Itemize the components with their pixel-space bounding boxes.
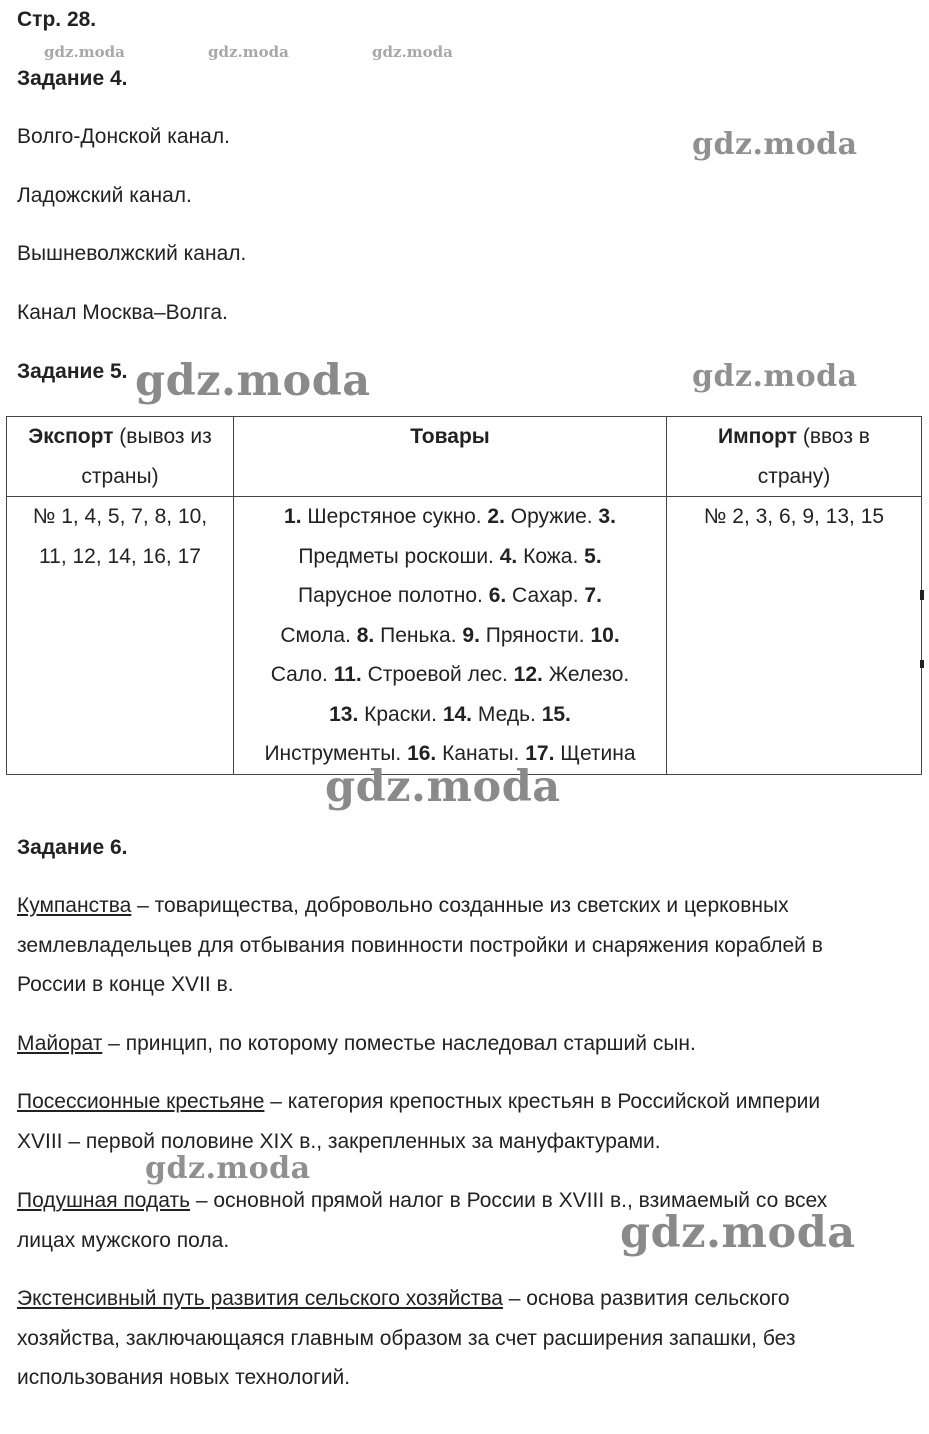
term: Подушная подать xyxy=(17,1189,191,1212)
watermark: gdz.moda xyxy=(145,1151,311,1186)
watermark: gdz.moda xyxy=(325,762,561,812)
watermark: gdz.moda xyxy=(692,359,858,394)
definition: Кумпанства – товарищества, добровольно созданные из светских и церковных землевладельцев для отбывания повинности постройки и снаряжения кораблей в России в конце XVII в. xyxy=(17,894,823,996)
table-row xyxy=(7,497,922,775)
term: Посессионные крестьяне xyxy=(17,1090,265,1113)
watermark: gdz.moda xyxy=(620,1208,856,1258)
table-header-row xyxy=(7,417,922,497)
watermark: gdz.moda xyxy=(208,43,289,61)
task6-title: Задание 6. xyxy=(17,836,128,859)
goods-cell: 1. Шерстяное сукно. 2. Оружие. 3. Предметы роскоши. 4. Кожа. 5. Парусное полотно. 6. Сахар. 7. Смола. 8. Пенька. 9. Пряности. 10. Сало. 11. Строевой лес. 12. Железо. 13. Краски. 14. Медь. 15. Инструменты. 16. Канаты. 17. Щетина xyxy=(234,497,667,775)
task4-item: Волго-Донской канал. xyxy=(17,125,230,148)
definition: Майорат – принцип, по которому поместье наследовал старший сын. xyxy=(17,1032,696,1055)
edge-mark xyxy=(920,660,924,668)
watermark: gdz.moda xyxy=(372,43,453,61)
definition: Посессионные крестьяне – категория крепостных крестьян в Российской империи XVIII – первой половине XIX в., закрепленных за мануфактурами. xyxy=(17,1090,821,1153)
definition: Подушная подать – основной прямой налог в России в XVIII в., взимаемый со всех лицах мужского пола. xyxy=(17,1189,828,1252)
goods-header: Товары xyxy=(234,417,667,497)
import-header: Импорт (ввоз в страну) xyxy=(667,417,922,497)
watermark: gdz.moda xyxy=(135,356,371,406)
trade-table xyxy=(6,416,922,775)
term: Кумпанства xyxy=(17,894,132,917)
watermark: gdz.moda xyxy=(692,127,858,162)
edge-mark xyxy=(920,590,924,600)
term: Экстенсивный путь развития сельского хозяйства xyxy=(17,1287,503,1310)
export-cell: № 1, 4, 5, 7, 8, 10, 11, 12, 14, 16, 17 xyxy=(7,497,234,775)
task4-title: Задание 4. xyxy=(17,67,128,90)
task4-item: Вышневолжский канал. xyxy=(17,242,247,265)
task5-title: Задание 5. xyxy=(17,360,128,383)
task4-item: Канал Москва–Волга. xyxy=(17,301,228,324)
watermark: gdz.moda xyxy=(44,43,125,61)
page-number: Стр. 28. xyxy=(17,8,97,31)
term: Майорат xyxy=(17,1032,103,1055)
import-cell: № 2, 3, 6, 9, 13, 15 xyxy=(667,497,922,775)
definition: Экстенсивный путь развития сельского хозяйства – основа развития сельского хозяйства, заключающаяся главным образом за счет расширения запашки, без использования новых технологий. xyxy=(17,1287,796,1389)
export-header: Экспорт (вывоз из страны) xyxy=(7,417,234,497)
task4-item: Ладожский канал. xyxy=(17,184,192,207)
